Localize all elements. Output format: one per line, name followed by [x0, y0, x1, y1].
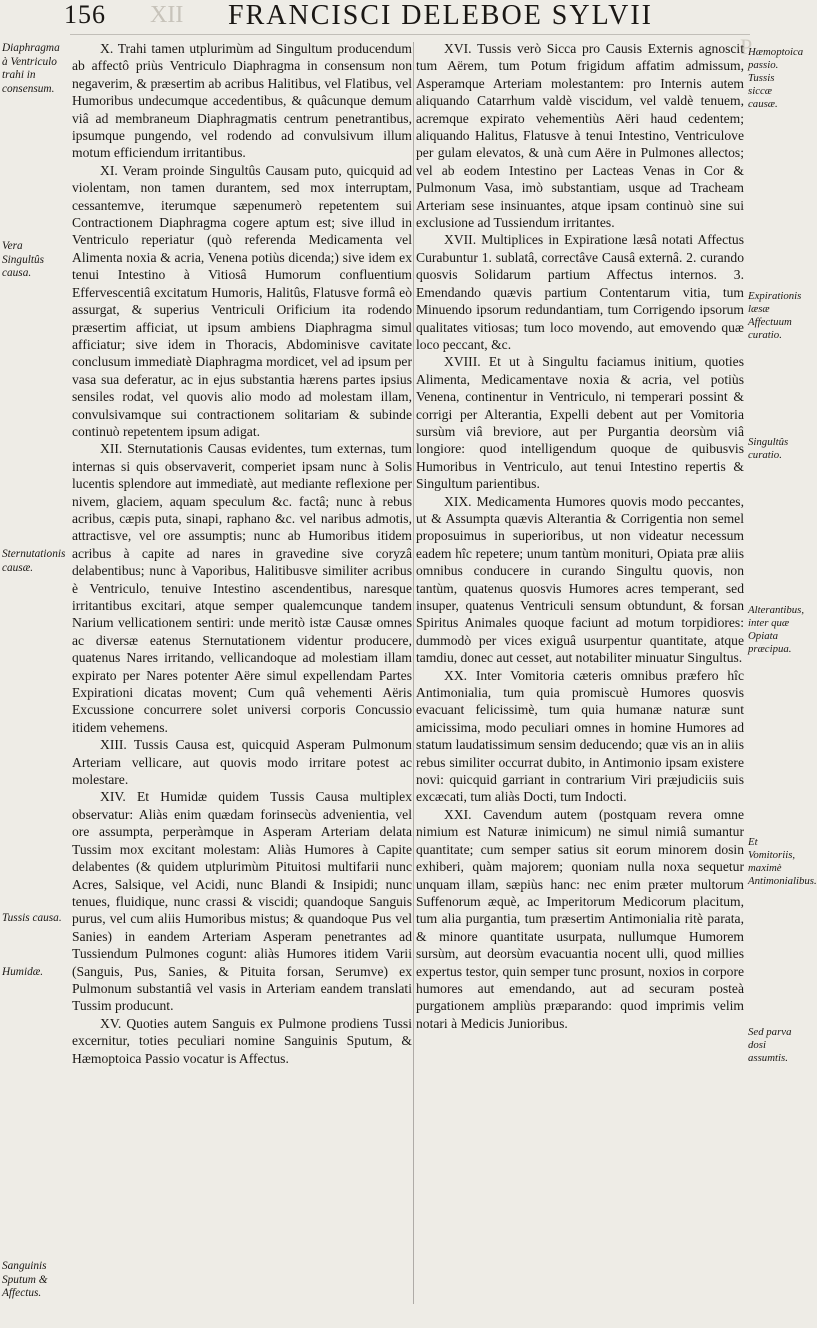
paragraph-xviii: XVIII. Et ut à Singultu faciamus initium, quoties Alimenta, Medicamentave noxia & acria, vel potiùs Venena, continentur in Ventriculo, ni temperari possint & corrigi per Alterantia, Expelli debent aut per Vomitoria sursùm viâ breviore, aut per Purgantia deorsùm viâ longiore: quod intelligendum quoque de quibusvis Humoribus in Ventriculo, aut tenui Intestino repertis & Singultum parientibus. [416, 354, 744, 492]
bleed-through-text-right: P [740, 34, 753, 59]
right-text-column [416, 40, 744, 1032]
margin-note-right: Sed parva dosi assumtis. [748, 1026, 792, 1064]
margin-note-right: Hæmoptoica passio. Tussis siccæ causæ. [748, 46, 804, 110]
paragraph-xiv: XIV. Et Humidæ quidem Tussis Causa multiplex observatur: Aliàs enim quædam forinsecùs advenientia, vel ore assumpta, perperàmque in Asperam Arteriam delata Tussim mox excitant molestam: Aliàs Humores à Capite delabentes (& quidem utplurimùm Pituitosi multifarii nunc Acres, Salsique, vel Acidi, nunc Blandi & Insipidi; nunc tenues, fluidique, nunc crassi & viscidi; quandoque Sanguis purus, vel cum aliis Humoribus mistus; & quandoque Pus vel Sanies) in eandem Arteriam Asperam penetrantes ad Tussiendum Pulmones cogunt: aliàs Humores itidem Varii (Sanguis, Pus, Sanies, & Pituita forsan, Serumve) ex Pulmonum substantiâ vel vasis in Arteriam eandem translati Tussim producunt. [72, 789, 412, 1014]
paragraph-xix: XIX. Medicamenta Humores quovis modo peccantes, ut & Assumpta quævis Alterantia & Corrigentia non semel proposuimus in superioribus, ut non videatur necessum eadem hîc repetere; unum tantùm monituri, Opiata præ aliis omnibus conducere in curando Singultu quovis, non tantùm, quatenus quosvis Humores acres temperant, sed insuper, quatenus Ventriculi sensum obtundunt, & forsan Spiritus Animales quoque faciunt ad motum torpidiores: dummodò per vices exiguâ usurpentur quantitate, atque tamdiu, donec aut cesset, aut notabiliter minuatur Singultus. [416, 493, 744, 666]
left-text-column [72, 40, 412, 1067]
paragraph-x: X. Trahi tamen utplurimùm ad Singultum producendum ab affectô priùs Ventriculo Diaphragma in consensum non negaverim, & præsertim ab acribus Halitibus, vel Flatibus, vel Humoribus undecumque accedentibus, & quâcunque demum viâ ad membraneum Diaphragmatis centrum penetrantibus, ipsumque pungendo, vel rodendo ad convulsivum illum motum efficiendum irritantibus. [72, 41, 412, 161]
margin-note-left: Diaphragma à Ventriculo trahi in consensum. [2, 42, 60, 95]
paragraph-xvii: XVII. Multiplices in Expiratione læsâ notati Affectus Curabuntur 1. sublatâ, correctâve Causâ externâ. 2. curando quosvis Solidarum partium Affectus internos. 3. Emendando quævis partium Contentarum vitia, tum Minuendo ipsorum redundantiam, tum Corrigendo ipsorum qualitates vitiosas; tum loco movendo, aut emovendo quæ loco peccant, &c. [416, 232, 744, 352]
paragraph-xiii: XIII. Tussis Causa est, quicquid Asperam Pulmonum Arteriam vellicare, aut quovis modo irritare potest ac molestare. [72, 737, 412, 788]
paragraph-xvi: XVI. Tussis verò Sicca pro Causis Externis agnoscit tum Aërem, tum Potum frigidum affatim admissum, Asperamque Arteriam molestantem: pro Internis autem aliquando Catarrhum valdè viscidum, vel valdè tenuem, acremque expirato vehementiùs Aëri haud cedentem; aliquando Halitus, Flatusve à tenui Intestino, Ventriculove per gulam elevatos, & unà cum Aëre in Pulmones allectos; vel ab eodem Intestino per Lacteas Venas in Cor & Pulmonum Vasa, imò substantiam, usque ad Tracheam Arteriam sese insinuantes, atque ipsam continuò sine sui exclusione ad Tussiendum irritantes. [416, 41, 744, 231]
running-title: FRANCISCI DELEBOE SYLVII [228, 0, 653, 31]
margin-note-right: Alterantibus, inter quæ Opiata præcipua. [748, 604, 805, 655]
margin-note-left: Sanguinis Sputum & Affectus. [2, 1260, 48, 1299]
margin-note-left: Sternutationis causæ. [2, 548, 66, 574]
bleed-through-text: XII [150, 2, 184, 28]
margin-note-left: Vera Singultûs causa. [2, 240, 45, 279]
margin-note-right: Expirationis læsæ Affectuum curatio. [748, 290, 802, 341]
margin-note-right: Et Vomitoriis, maximè Antimonialibus. [748, 836, 817, 887]
paragraph-xi: XI. Veram proinde Singultûs Causam puto, quicquid ad violentam, non tamen durantem, sed mox interruptam, cessantemve, iterumque sæpenumerò repetentem sui Contractionem Diaphragma cogere aptum est; sive illud in Ventriculo reperiatur (quò referenda Medicamenta vel Alimenta noxia & acria, Venena potiùs dicenda;) sive idem ex tenui Intestino à Vitiosâ Humorum confluentium Effervescentiâ excitatum Humoris, Halitûs, Flatusve formâ eò assurgat, & superius Ventriculi Orificium ita rodendo præsertim afficiat, ut ipsum ambiens Diaphragma simul afficiatur; sive idem in Thoracis, Abdominisve cavitate conclusum immediatè Diaphragma mordicet, vel ad ipsum per vasa sua deferatur, ac in ejus substantia hærens partes ipsius sensiles rodat, vel quovis alio modo ad molestam illam, convulsivamque sui contractionem solitariam & subinde continuò repetentem ipsum adigat. [72, 162, 412, 439]
page-header [0, 2, 800, 32]
paragraph-xii: XII. Sternutationis Causas evidentes, tum externas, tum internas si quis observaverit, comperiet ipsam nunc à Solis lucentis splendore aut immediatè, aut mediante reflexione per nivem, glaciem, aquam speculum &c. factâ; nunc à rebus acribus, cæpis puta, sinapi, raphano &c. vel naribus admotis, attractisve, vel ore assumptis; nunc ab Humoribus itidem acribus à capite ad nares in gravedine sive coryzâ delabentibus; nunc à Vaporibus, Halitibusve similiter acribus è Ventriculo, tenuive Intestino ascendentibus, naresque irritantibus excitari, atque semper qualemcunque tandem Narium vellicationem sentiri: unde meritò istæ Causæ omnes ac diversæ eatenus Sternutationem videntur producere, quatenus Nares irritando, vellicandoque ad molestiam illam expirato per Nares potenter Aëre simul expellendam Partes Expirationi dicatas movent; Cum quâ vehementi Aëris Excussione concurrere solet universi corporis Concussio itidem vehemens. [72, 441, 412, 735]
page-number: 156 [64, 0, 106, 29]
paragraph-xx: XX. Inter Vomitoria cæteris omnibus præfero hîc Antimonialia, tum quia promiscuè Humores quosvis evacuant felicissimè, tum quia humanæ naturæ sunt amicissima, modo peculiari omnes in homine Humores ad statum laudatissimum sensim deducendo; quæ vis an in aliis rebus similiter occurrat dubito, in Antimonio ipsam existere novi: quicquid garriant in contrarium Viri præjudiciis suis excæcati, tum aliàs Docti, tum Indocti. [416, 667, 744, 805]
column-divider [413, 42, 414, 1304]
margin-note-right: Singultûs curatio. [748, 436, 789, 461]
margin-note-left: Humidæ. [2, 966, 44, 978]
paragraph-xv: XV. Quoties autem Sanguis ex Pulmone prodiens Tussi excernitur, toties peculiari nomine Sanguinis Sputum, & Hæmoptoica Passio vocatur is Affectus. [72, 1015, 412, 1066]
paragraph-xxi: XXI. Cavendum autem (postquam revera omne nimium est Naturæ inimicum) ne simul nimiâ sumantur quantitate; cum semper satius sit eorum minorem dosin exhiberi, quàm majorem; quoniam nulla noxa sequetur unquam illam, sæpiùs hanc: nec enim præter multorum Suffenorum æquè, ac Imperitorum Medicorum placitum, tum alia purgantia, tum præsertim Antimonialia ritè parata, & minore quantitate usurpata, nullumque Humorem sursùm, aut deorsùm evacuantia nocent ulli, quod millies expertus testor, quin semper tunc prosunt, noxios in corpore humores aut emendando, aut ad securam posteà purgationem ampliùs præparando: quod imprimis velim notari à Medicis Junioribus. [416, 806, 744, 1031]
header-rule [70, 34, 750, 35]
margin-note-left: Tussis causa. [2, 912, 62, 924]
